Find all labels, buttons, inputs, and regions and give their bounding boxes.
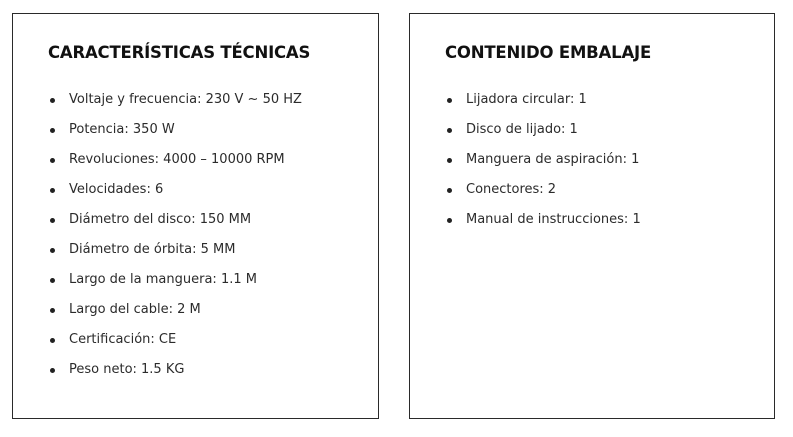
bullet-icon <box>447 158 452 163</box>
spec-item-text: Largo de la manguera: 1.1 M <box>69 272 257 287</box>
bullet-icon <box>50 188 55 193</box>
spec-item <box>50 150 302 180</box>
spec-item <box>50 120 302 150</box>
bullet-icon <box>50 308 55 313</box>
spec-item-text: Velocidades: 6 <box>69 182 164 197</box>
package-contents-list <box>447 90 641 240</box>
package-item-text: Disco de lijado: 1 <box>466 122 578 137</box>
package-item-text: Manual de instrucciones: 1 <box>466 212 641 227</box>
spec-item-text: Largo del cable: 2 M <box>69 302 201 317</box>
technical-specs-card <box>12 13 379 419</box>
bullet-icon <box>50 338 55 343</box>
bullet-icon <box>50 128 55 133</box>
spec-item-text: Diámetro del disco: 150 MM <box>69 212 252 227</box>
bullet-icon <box>50 278 55 283</box>
spec-item <box>50 90 302 120</box>
bullet-icon <box>50 218 55 223</box>
spec-item <box>50 270 302 300</box>
bullet-icon <box>50 248 55 253</box>
bullet-icon <box>50 368 55 373</box>
bullet-icon <box>447 218 452 223</box>
spec-item-text: Certificación: CE <box>69 332 177 347</box>
spec-item-text: Potencia: 350 W <box>69 122 175 137</box>
bullet-icon <box>447 128 452 133</box>
spec-item <box>50 330 302 360</box>
package-contents-card <box>409 13 775 419</box>
spec-item-text: Diámetro de órbita: 5 MM <box>69 242 236 257</box>
package-contents-title: CONTENIDO EMBALAJE <box>445 43 652 62</box>
bullet-icon <box>447 188 452 193</box>
package-item <box>447 180 641 210</box>
spec-item <box>50 240 302 270</box>
package-item-text: Manguera de aspiración: 1 <box>466 152 640 167</box>
bullet-icon <box>50 158 55 163</box>
spec-item-text: Peso neto: 1.5 KG <box>69 362 185 377</box>
package-item <box>447 150 641 180</box>
technical-specs-title: CARACTERÍSTICAS TÉCNICAS <box>48 43 311 62</box>
bullet-icon <box>50 98 55 103</box>
package-item <box>447 120 641 150</box>
spec-item <box>50 300 302 330</box>
technical-specs-list <box>50 90 302 390</box>
spec-item-text: Voltaje y frecuencia: 230 V ~ 50 HZ <box>69 92 302 107</box>
package-item-text: Conectores: 2 <box>466 182 557 197</box>
spec-item-text: Revoluciones: 4000 – 10000 RPM <box>69 152 285 167</box>
package-item <box>447 210 641 240</box>
bullet-icon <box>447 98 452 103</box>
spec-item <box>50 360 302 390</box>
package-item <box>447 90 641 120</box>
spec-item <box>50 210 302 240</box>
spec-item <box>50 180 302 210</box>
package-item-text: Lijadora circular: 1 <box>466 92 587 107</box>
